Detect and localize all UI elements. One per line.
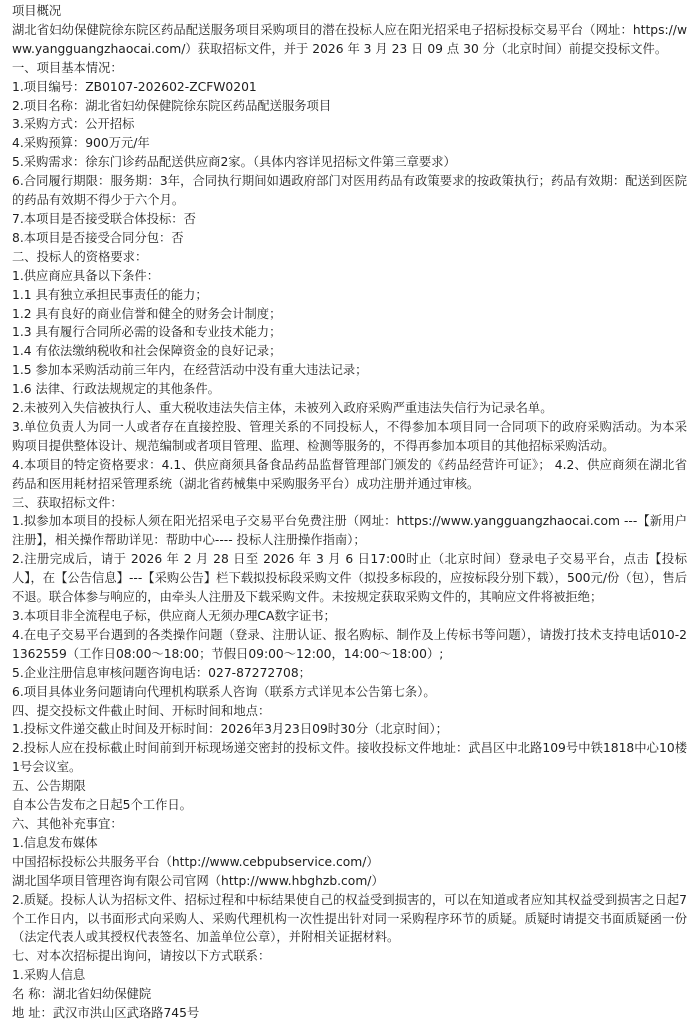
- paragraph: 湖北省妇幼保健院徐东院区药品配送服务项目采购项目的潜在投标人应在阳光招采电子招标投标交易平台（网址：https://www.yangguangzhaocai.com/）获取招标文件，并于 2026 年 3 月 23 日 09 点 30 分（北京时间）前提交投标文件。: [12, 22, 687, 56]
- paragraph: 项目概况: [12, 4, 62, 18]
- paragraph: 5.采购需求：徐东门诊药品配送供应商2家。（具体内容详见招标文件第三章要求）: [12, 155, 456, 170]
- paragraph: 8.本项目是否接受合同分包：否: [12, 230, 184, 245]
- paragraph: 地 址：武汉市洪山区武珞路745号: [12, 1006, 200, 1021]
- paragraph: 2.注册完成后，请于 2026 年 2 月 28 日至 2026 年 3 月 6 日17:00时止（北京时间）登录电子交易平台，点击【投标人】，在【公告信息】---【采购公告】栏下载拟投标段采购文件（拟投多标段的，应按标段分别下载），500元/份（包），售后不退。联合体参与响应的，由牵头人注册及下载采购文件。未按规定获取采购文件的，其响应文件将被拒绝；: [12, 552, 687, 605]
- paragraph: 4.采购预算：900万元/年: [12, 136, 150, 151]
- paragraph: 2.质疑。投标人认为招标文件、招标过程和中标结果使自己的权益受到损害的，可以在知道或者应知其权益受到损害之日起7个工作日内，以书面形式向采购人、采购代理机构一次性提出针对同一采购程序环节的质疑。质疑时请提交书面质疑函一份（法定代表人或其授权代表签名、加盖单位公章），并附相关证据材料。: [12, 892, 687, 945]
- paragraph: 6.项目具体业务问题请向代理机构联系人咨询（联系方式详见本公告第七条）。: [12, 684, 436, 699]
- paragraph: 1.信息发布媒体: [12, 835, 98, 850]
- paragraph: 六、其他补充事宜：: [12, 816, 123, 831]
- paragraph: 1.采购人信息: [12, 968, 86, 983]
- paragraph: 2.未被列入失信被执行人、重大税收违法失信主体，未被列入政府采购严重违法失信行为记录名单。: [12, 401, 553, 416]
- paragraph: 3.采购方式：公开招标: [12, 117, 135, 132]
- paragraph: 6.合同履行期限：服务期：3年，合同执行期间如遇政府部门对医用药品有政策要求的按政策执行；药品有效期：配送到医院的药品有效期不得少于六个月。: [12, 174, 687, 208]
- paragraph: 五、公告期限: [12, 779, 86, 794]
- paragraph: 四、提交投标文件截止时间、开标时间和地点：: [12, 703, 271, 718]
- paragraph: 2.项目名称：湖北省妇幼保健院徐东院区药品配送服务项目: [12, 98, 332, 113]
- paragraph: 自本公告发布之日起5个工作日。: [12, 798, 192, 813]
- paragraph: 3.单位负责人为同一人或者存在直接控股、管理关系的不同投标人，不得参加本项目同一合同项下的政府采购活动。为本采购项目提供整体设计、规范编制或者项目管理、监理、检测等服务的，不得再参加本项目的其他招标采购活动。: [12, 419, 687, 453]
- paragraph: 1.供应商应具备以下条件：: [12, 268, 159, 283]
- paragraph: 4.在电子交易平台遇到的各类操作问题（登录、注册认证、报名购标、制作及上传标书等问题），请拨打技术支持电话010-21362559（工作日08:00～18:00；节假日09:00～12:00，14:00～18:00）;: [12, 627, 687, 661]
- paragraph: 7.本项目是否接受联合体投标：否: [12, 211, 196, 226]
- paragraph: 三、获取招标文件：: [12, 495, 123, 510]
- paragraph: 1.项目编号：ZB0107-202602-ZCFW0201: [12, 79, 257, 94]
- paragraph: 1.1 具有独立承担民事责任的能力；: [12, 287, 208, 302]
- paragraph: 1.投标文件递交截止时间及开标时间：2026年3月23日09时30分（北京时间）；: [12, 722, 448, 737]
- paragraph: 七、对本次招标提出询问，请按以下方式联系：: [12, 949, 271, 964]
- paragraph: 名 称：湖北省妇幼保健院: [12, 987, 152, 1002]
- paragraph: 3.本项目非全流程电子标，供应商人无须办理CA数字证书；: [12, 609, 336, 623]
- paragraph: 中国招标投标公共服务平台（http://www.cebpubservice.com/）: [12, 854, 379, 869]
- paragraph: 二、投标人的资格要求：: [12, 249, 148, 264]
- paragraph: 1.6 法律、行政法规规定的其他条件。: [12, 382, 220, 397]
- paragraph: 4.本项目的特定资格要求：4.1、供应商须具备食品药品监督管理部门颁发的《药品经营许可证》； 4.2、供应商须在湖北省药品和医用耗材招采管理系统（湖北省药械集中采购服务平台）成功注册并通过审核。: [12, 457, 687, 491]
- paragraph: 1.2 具有良好的商业信誉和健全的财务会计制度；: [12, 306, 282, 321]
- paragraph: 1.拟参加本项目的投标人须在阳光招采电子交易平台免费注册（网址：https://www.yangguangzhaocai.com ---【新用户注册】，相关操作帮助详见：帮助中心---- 投标人注册操作指南）；: [12, 514, 687, 548]
- paragraph: 1.5 参加本采购活动前三年内，在经营活动中没有重大违法记录；: [12, 363, 368, 378]
- paragraph: 一、项目基本情况：: [12, 60, 123, 75]
- paragraph: 1.3 具有履行合同所必需的设备和专业技术能力；: [12, 325, 282, 340]
- paragraph: 5.企业注册信息审核问题咨询电话：027-87272708；: [12, 665, 311, 680]
- paragraph: 2.投标人应在投标截止时间前到开标现场递交密封的投标文件。接收投标文件地址：武昌区中北路109号中铁1818中心10楼 1号会议室。: [12, 741, 687, 775]
- paragraph: 1.4 有依法缴纳税收和社会保障资金的良好记录；: [12, 344, 282, 359]
- paragraph: 湖北国华项目管理咨询有限公司官网（http://www.hbghzb.com/）: [12, 873, 384, 888]
